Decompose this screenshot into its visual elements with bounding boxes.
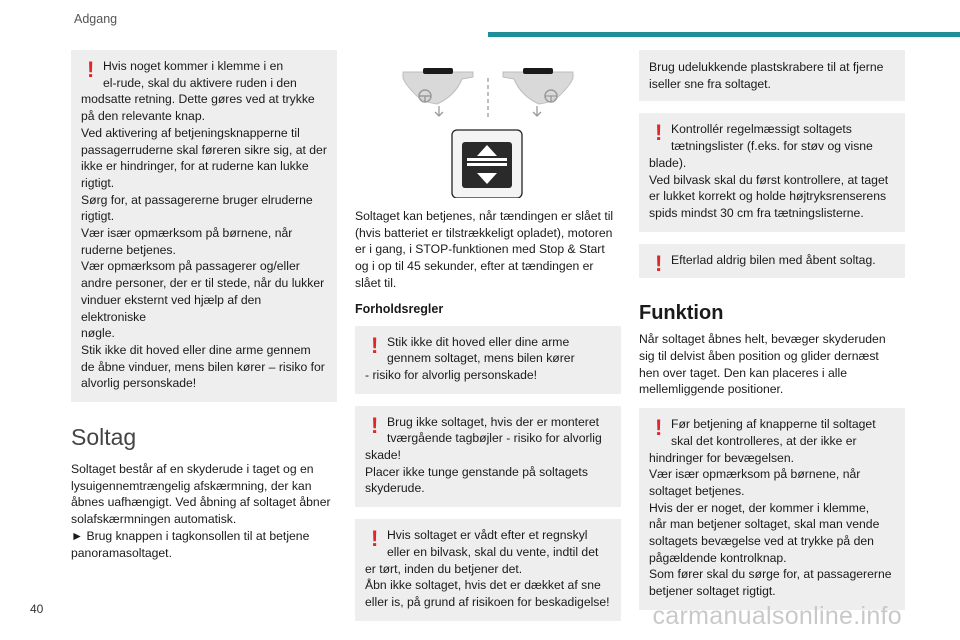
warning-text-line: rigtigt. [81,175,115,190]
warning-text-line: når man betjener soltaget, skal man vende [649,517,880,532]
warning-box [639,244,905,279]
column-3 [639,50,905,622]
warning-text-line: Efterlad aldrig bilen med åbent soltag. [671,252,876,267]
warning-box [355,519,621,621]
body-text-line: ► Brug knappen i tagkonsollen til at betjene [71,528,310,543]
warning-box [639,113,905,231]
warning-text-line: rigtigt. [81,209,115,224]
warning-box [71,50,337,402]
warning-icon: ! [655,250,663,276]
warning-text-line: ikke er hindringer, for at ruderne kan lukke [81,159,309,174]
warning-text-line: Stik ikke dit hoved eller dine arme [387,334,570,349]
warning-text-line: eller en bilvask, skal du vente, indtil det [387,544,599,559]
warning-box [355,406,621,508]
warning-text-line: Ved bilvask skal du først kontrollere, at taget [649,172,889,187]
page-number: 40 [30,602,44,616]
warning-text-line: Ved aktivering af betjeningsknapperne til [81,125,300,140]
body-text-line: lysuigennemtrængelig afskærmning, der kan [71,478,312,493]
warning-text-line: Placer ikke tunge genstande på soltagets [365,464,588,479]
warning-icon: ! [87,57,95,82]
warning-text-line: ruderne betjenes. [81,242,176,257]
info-text-line: Brug udelukkende plastskrabere til at fjerne is [649,60,884,91]
warning-box [639,408,905,610]
warning-text-line: er tørt, inden du betjener det. [365,561,523,576]
body-text-line: og i op til 45 sekunder, efter at tændingen er [355,259,594,274]
warning-text-line: hindringer for bevægelsen. [649,450,794,465]
warning-text-line: Kontrollér regelmæssigt soltagets [671,122,852,137]
warning-text-line: soltagets bevægelse ved at trykke på den [649,534,874,549]
operation-text [355,208,621,292]
body-text-line: er i gang, i STOP-funktionen med Stop & Start [355,242,605,257]
warning-text-line: el-rude, skal du aktivere ruden i den [103,75,297,90]
warning-text-line: Hvis noget kommer i klemme i en [103,59,284,73]
body-text-line: (hvis batteriet er tilstrækkeligt opladet), motoren [355,225,613,240]
warning-text-line: andre personer, der er til stede, når du lukker [81,276,325,291]
warning-text-line: skade! [365,448,401,463]
body-text-line: åbnes uafhængigt. Ved åbning af soltaget åbner [71,495,331,510]
body-text-line: mellemliggende positioner. [639,382,784,397]
roof-console-icon [355,50,621,198]
warning-text-line: - risiko for alvorlig personskade! [365,367,538,382]
warning-text-line: soltaget betjenes. [649,483,745,498]
warning-text-line: tætningslister (f.eks. for støv og visne [671,139,873,154]
warning-text-line: Før betjening af knapperne til soltaget [671,417,876,432]
warning-text-line: Åbn ikke soltaget, hvis det er dækket af sne [365,578,601,593]
function-text [639,331,905,398]
warning-text-line: betjener soltaget rigtigt. [649,584,776,599]
warning-icon: ! [371,412,379,438]
header-accent-bar [488,32,960,37]
warning-text-line: eller is, på grund af risikoen for beskadigelse! [365,594,610,609]
info-text-line: eller sne fra soltaget. [657,76,771,91]
warning-text-line: Vær opmærksom på passagerer og/eller [81,259,300,274]
warning-text-line: Sørg for, at passagererne bruger elruderne [81,192,313,207]
warning-text-line: Vær især opmærksom på børnene, når [81,226,293,241]
info-box [639,50,905,101]
warning-text-line: Som fører skal du sørge for, at passagererne [649,567,892,582]
precautions-heading: Forholdsregler [355,301,444,316]
warning-text-line: Hvis der er noget, der kommer i klemme, [649,500,870,515]
warning-text-line: nøgle. [81,326,115,341]
body-text-line: Soltaget består af en skyderude i taget og en [71,462,314,477]
warning-text-line: skyderude. [365,481,425,496]
warning-icon: ! [655,120,663,146]
body-text-line: Når soltaget åbnes helt, bevæger skyderuden [639,332,886,347]
warning-text-line: gennem soltaget, mens bilen kører [387,351,575,366]
warning-text-line: på den relevante knap. [81,109,205,124]
body-text-line: hen over taget. Den kan placeres i alle [639,365,847,380]
warning-icon: ! [371,332,379,358]
warning-text-line: blade). [649,155,687,170]
warning-icon: ! [655,415,663,441]
warning-text-line: tværgående tagbøjler - risiko for alvorlig [387,431,602,446]
section-label: Adgang [74,12,118,26]
warning-text-line: de åbne vinduer, mens bilen kører – risiko for [81,359,325,374]
body-text-line: solafskærmningen automatisk. [71,512,237,527]
warning-text-line: passagerruderne skal føreren sikre sig, at der [81,142,327,157]
warning-text-line: spids mindst 30 cm fra tætningslisterne. [649,205,864,220]
warning-text-line: alvorlig personskade! [81,376,197,391]
warning-text-line: pågældende kontrolknap. [649,550,787,565]
warning-text-line: Brug ikke soltaget, hvis der er monteret [387,414,600,429]
body-text-line: Soltaget kan betjenes, når tændingen er slået til [355,209,614,223]
function-heading: Funktion [639,302,724,325]
warning-icon: ! [371,526,379,552]
warning-text-line: Stik ikke dit hoved eller dine arme gennem [81,342,311,357]
column-1 [71,50,337,561]
warning-text-line: vinduer eksternt ved hjælp af den elektroniske [81,292,265,324]
warning-box [355,326,621,394]
section-title: Soltag [71,424,137,451]
body-text-line: panoramasoltaget. [71,545,172,560]
column-2 [355,50,621,633]
body-text-line: sig til delvist åben position og glider dernæst [639,349,879,364]
intro-text [71,461,337,561]
warning-text-line: Vær især opmærksom på børnene, når [649,467,861,482]
sunroof-illustration [355,50,621,198]
body-text-line: slået til. [355,275,397,290]
warning-text-line: modsatte retning. Dette gøres ved at trykke [81,92,315,107]
warning-text-line: er lukket korrekt og holde højtryksrenserens [649,189,887,204]
warning-text-line: Hvis soltaget er vådt efter et regnskyl [387,528,588,543]
watermark-url: carmanualsonline.info [652,602,902,630]
warning-text-line: skal det kontrolleres, at der ikke er [671,433,857,448]
